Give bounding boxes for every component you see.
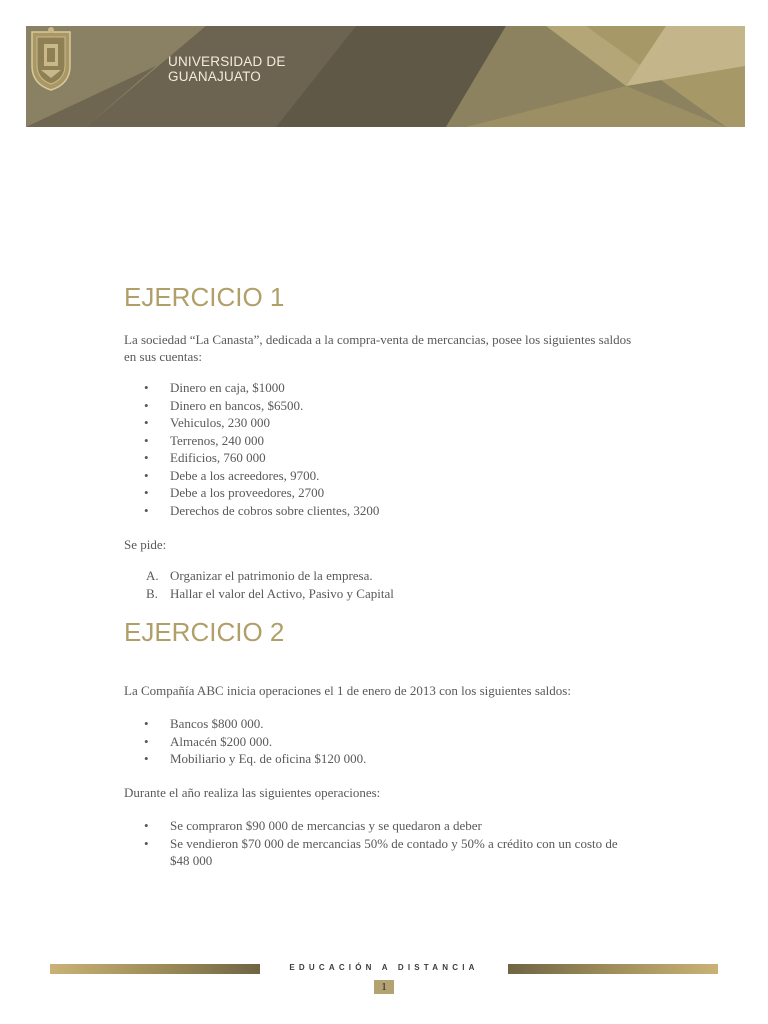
- university-name-line2: GUANAJUATO: [168, 69, 262, 84]
- ejercicio2-balance-list: [124, 715, 640, 768]
- list-item: • Derechos de cobros sobre clientes, 3200: [124, 502, 640, 520]
- task-text: Organizar el patrimonio de la empresa.: [170, 568, 373, 583]
- task-marker: B.: [146, 585, 158, 601]
- ejercicio1-intro: La sociedad “La Canasta”, dedicada a la compra-venta de mercancias, posee los siguientes saldos en sus cuentas:: [124, 332, 632, 364]
- list-item: • Vehiculos, 230 000: [124, 414, 640, 432]
- list-item: [124, 567, 640, 585]
- list-item: • Debe a los acreedores, 9700.: [124, 467, 640, 485]
- university-name: [168, 54, 286, 84]
- header-banner: [26, 26, 745, 127]
- page-number: 1: [374, 980, 394, 994]
- ejercicio2-intro: La Compañía ABC inicia operaciones el 1 de enero de 2013 con los siguientes saldos:: [124, 683, 571, 698]
- list-item: • Almacén $200 000.: [124, 733, 640, 751]
- task-text: Hallar el valor del Activo, Pasivo y Capital: [170, 585, 394, 601]
- list-item: • Dinero en caja, $1000: [124, 379, 640, 397]
- list-item: • Debe a los proveedores, 2700: [124, 484, 640, 502]
- university-name-line1: UNIVERSIDAD DE: [168, 54, 286, 69]
- list-item: • Bancos $800 000.: [124, 715, 640, 733]
- task-marker: A.: [146, 568, 159, 583]
- ejercicio2-title: EJERCICIO 2: [124, 617, 285, 647]
- footer-bar-right: [508, 964, 718, 974]
- ejercicio1-task-list: [124, 567, 640, 602]
- ejercicio2-operations-intro: Durante el año realiza las siguientes operaciones:: [124, 785, 381, 800]
- university-crest-icon: [26, 26, 76, 92]
- ejercicio1-request: Se pide:: [124, 537, 167, 552]
- list-item: [124, 585, 640, 603]
- footer-text: EDUCACIÓN A DISTANCIA: [289, 963, 479, 972]
- banner-geometric-background: [26, 26, 745, 127]
- list-item: • Mobiliario y Eq. de oficina $120 000.: [124, 750, 640, 768]
- ejercicio2-operations-list: [124, 817, 640, 870]
- list-item: • Se compraron $90 000 de mercancias y se quedaron a deber: [124, 817, 640, 835]
- list-item: • Terrenos, 240 000: [124, 432, 640, 450]
- footer-bar-left: [50, 964, 260, 974]
- ejercicio1-title: EJERCICIO 1: [124, 282, 285, 312]
- list-item: • Edificios, 760 000: [124, 449, 640, 467]
- list-item: • Dinero en bancos, $6500.: [124, 397, 640, 415]
- list-item: • Se vendieron $70 000 de mercancias 50% de contado y 50% a crédito con un costo de $48 000: [124, 835, 640, 870]
- ejercicio1-account-list: [124, 379, 640, 519]
